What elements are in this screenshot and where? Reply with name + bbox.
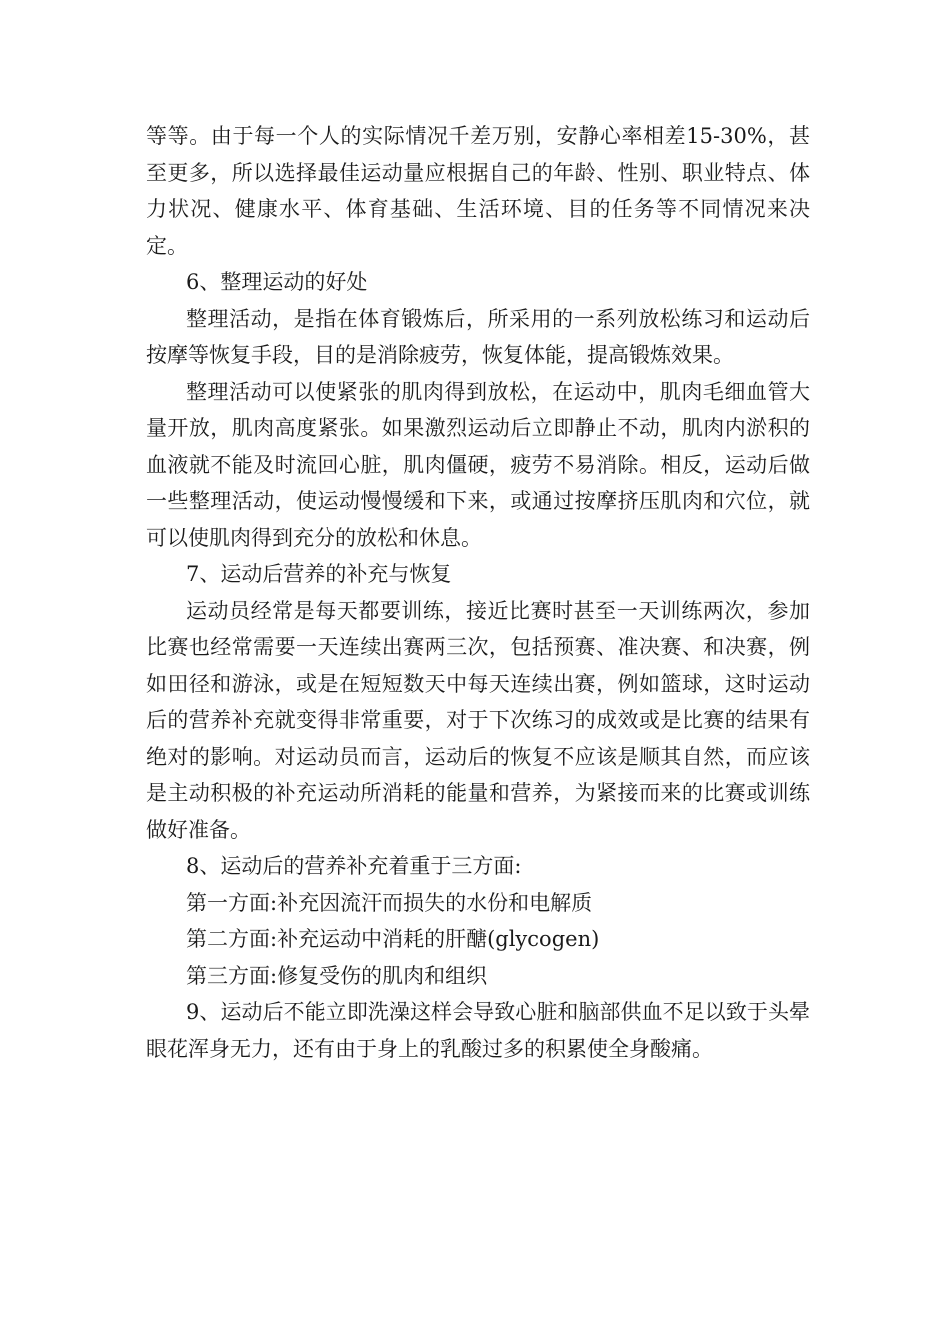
section-heading-6: 6、整理运动的好处 — [186, 270, 368, 294]
list-item-aspect-3: 第三方面:修复受伤的肌肉和组织 — [186, 963, 488, 988]
paragraph-nutrition-recovery: 运动员经常是每天都要训练，接近比赛时甚至一天训练两次，参加比赛也经常需要一天连续出赛两三次，包括预赛、准决赛、和决赛，例如田径和游泳，或是在短短数天中每天连续出赛，例如篮球，这时运动后的营养补充就变得非常重要，对于下次练习的成效或是比赛的结果有绝对的影响。对运动员而言，运动后的恢复不应该是顺其自然，而应该是主动积极的补充运动所消耗的能量和营养，为紧接而来的比赛或训练做好准备。 — [146, 598, 810, 842]
list-item-aspect-2: 第二方面:补充运动中消耗的肝醣(glycogen) — [186, 927, 600, 951]
list-item-aspect-1: 第一方面:补充因流汗而损失的水份和电解质 — [186, 890, 593, 915]
paragraph-intro-continued: 等等。由于每一个人的实际情况千差万别，安静心率相差15-30%，甚至更多，所以选择最佳运动量应根据自己的年龄、性别、职业特点、体力状况、健康水平、体育基础、生活环境、目的任务等不同情况来决定。 — [146, 124, 810, 258]
section-heading-8: 8、运动后的营养补充着重于三方面: — [186, 854, 522, 878]
paragraph-cooldown-definition: 整理活动，是指在体育锻炼后，所采用的一系列放松练习和运动后按摩等恢复手段，目的是消除疲劳，恢复体能，提高锻炼效果。 — [146, 306, 810, 367]
section-heading-7: 7、运动后营养的补充与恢复 — [186, 562, 452, 586]
document-body — [146, 118, 810, 1067]
paragraph-no-bath-after-exercise: 9、运动后不能立即洗澡这样会导致心脏和脑部供血不足以致于头晕眼花浑身无力，还有由于身上的乳酸过多的积累使全身酸痛。 — [146, 1000, 810, 1061]
paragraph-cooldown-benefits: 整理活动可以使紧张的肌肉得到放松，在运动中，肌肉毛细血管大量开放，肌肉高度紧张。如果激烈运动后立即静止不动，肌肉内淤积的血液就不能及时流回心脏，肌肉僵硬，疲劳不易消除。相反，运动后做一些整理活动，使运动慢慢缓和下来，或通过按摩挤压肌肉和穴位，就可以使肌肉得到充分的放松和休息。 — [146, 379, 810, 550]
